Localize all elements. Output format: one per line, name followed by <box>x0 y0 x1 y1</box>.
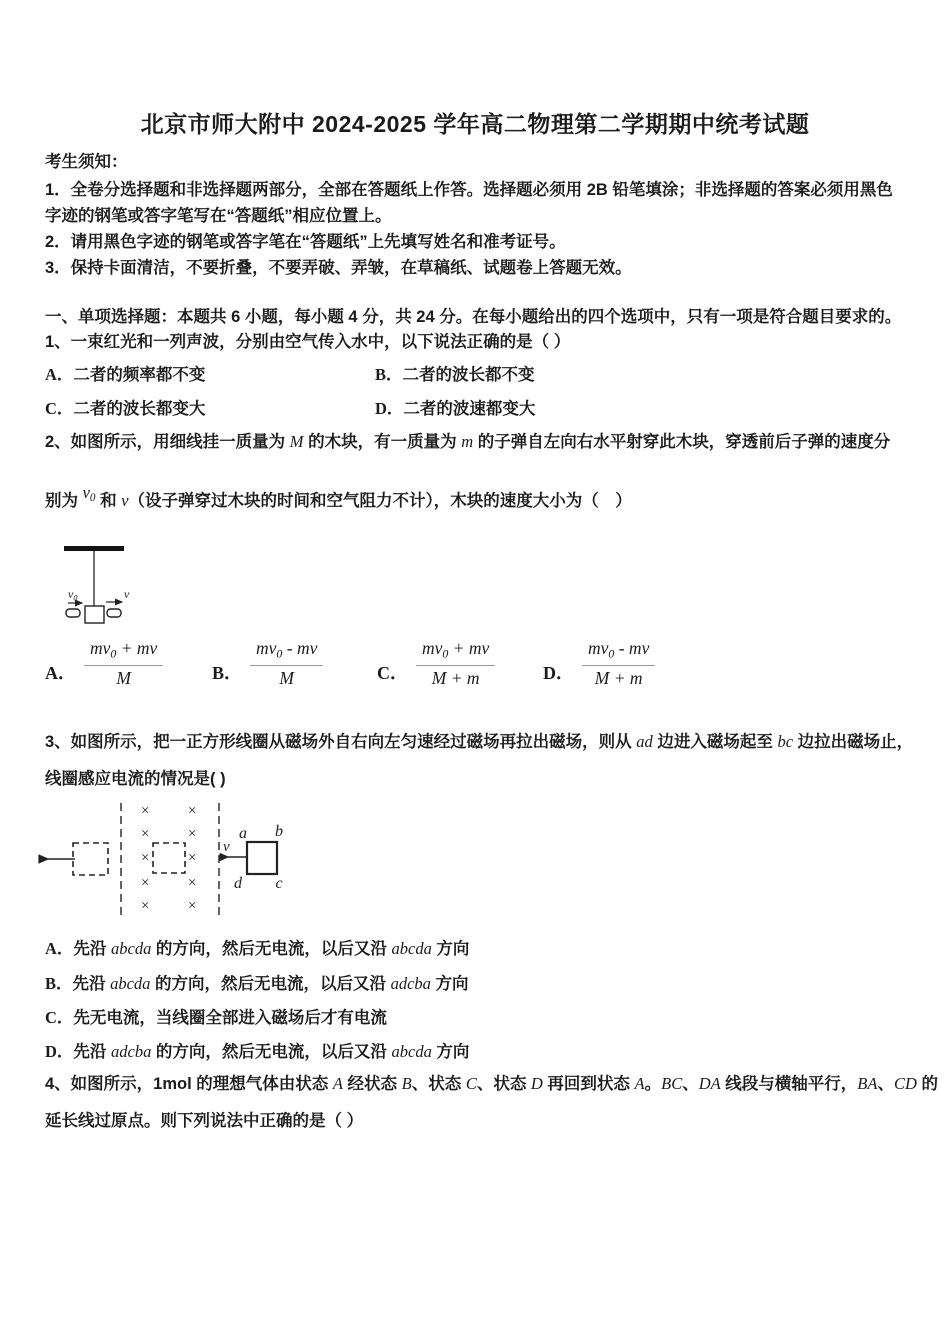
flux-cross-icon: × <box>186 875 198 891</box>
bullet-after-icon <box>107 609 121 617</box>
ceiling-bar <box>64 546 124 551</box>
notice-item-1-line-1: 1．全卷分选择题和非选择题两部分，全部在答题纸上作答。选择题必须用 2B 铅笔填涂；非选择题的答案必须用黑色 <box>45 181 893 199</box>
section-1-heading: 一、单项选择题：本题共 6 小题，每小题 4 分，共 24 分。在每小题给出的四个选项中，只有一项是符合题目要求的。 <box>45 308 902 326</box>
corner-label-d: d <box>234 875 242 892</box>
q3-stem-line-1: 3、如图所示，把一正方形线圈从磁场外自右向左匀速经过磁场再拉出磁场，则从 ad 边进入磁场起至 bc 边拉出磁场止， <box>45 732 914 751</box>
coil-square <box>247 842 277 874</box>
q3-option-b: B．先沿 abcda 的方向，然后无电流，以后又沿 adcba 方向 <box>45 974 469 993</box>
v0-label: $v_0$ <box>68 587 78 603</box>
q2-option-d-fraction: $\frac{mv_0 - mv}{M + m}$ <box>582 638 655 689</box>
q2-stem-line-2: 别为 $v^0$ 和 v（设子弹穿过木块的时间和空气阻力不计），木块的速度大小为（ ） <box>45 483 632 510</box>
q1-option-a: A．二者的频率都不变 <box>45 365 206 384</box>
q2-option-b-fraction: $\frac{mv_0 - mv}{M}$ <box>250 638 323 689</box>
notice-item-1-line-2: 字迹的钢笔或答字笔写在“答题纸”相应位置上。 <box>45 207 392 225</box>
q4-stem-line-2: 延长线过原点。则下列说法中正确的是（ ） <box>45 1112 364 1130</box>
q3-option-d: D．先沿 adcba 的方向，然后无电流，以后又沿 abcda 方向 <box>45 1042 470 1061</box>
q2-stem-line-1: 2、如图所示，用细线挂一质量为 M 的木块，有一质量为 m 的子弹自左向右水平射穿此木块，穿透前后子弹的速度分 <box>45 432 891 451</box>
bullet-before-icon <box>66 609 80 617</box>
q1-option-d: D．二者的波速都变大 <box>375 399 536 418</box>
page-title: 北京市师大附中 2024-2025 学年高二物理第二学期期中统考试题 <box>140 111 810 137</box>
q2-pendulum-bullet-figure <box>58 538 173 636</box>
notice-item-3: 3．保持卡面清洁，不要折叠，不要弄破、弄皱，在草稿纸、试题卷上答题无效。 <box>45 259 632 277</box>
q3-option-c: C．先无电流，当线圈全部进入磁场后才有电流 <box>45 1008 387 1027</box>
q2-option-b <box>212 638 323 689</box>
q2-option-d <box>543 638 655 689</box>
q2-option-c-label: C． <box>377 662 408 683</box>
flux-cross-icon: × <box>186 803 198 819</box>
q3-stem-line-2: 线圈感应电流的情况是( ) <box>45 770 226 788</box>
flux-cross-grid <box>140 803 197 914</box>
corner-label-c: c <box>275 875 283 892</box>
v-label: v <box>124 587 130 601</box>
q2-option-a-fraction: $\frac{mv_0 + mv}{M}$ <box>84 638 163 689</box>
corner-label-b: b <box>275 823 283 840</box>
flux-cross-icon: × <box>139 803 151 819</box>
flux-cross-icon: × <box>186 826 198 842</box>
q1-stem: 1、一束红光和一列声波，分别由空气传入水中，以下说法正确的是（ ） <box>45 333 571 351</box>
q2-option-a <box>45 638 163 689</box>
q4-stem-line-1: 4、如图所示，1mol 的理想气体由状态 A 经状态 B、状态 C、状态 D 再回到状态 A。BC、DA 线段与横轴平行，BA、CD 的 <box>45 1074 938 1093</box>
q3-coil-field-figure <box>40 798 350 923</box>
flux-cross-icon: × <box>139 850 151 866</box>
q1-option-b: B．二者的波长都不变 <box>375 365 535 384</box>
corner-label-a: a <box>239 825 247 842</box>
flux-cross-icon: × <box>186 850 198 866</box>
flux-cross-icon: × <box>139 875 151 891</box>
q2-option-a-label: A． <box>45 662 76 683</box>
q2-option-b-label: B． <box>212 662 243 683</box>
wood-block <box>85 606 104 623</box>
q1-option-c: C．二者的波长都变大 <box>45 399 206 418</box>
q3-option-a: A．先沿 abcda 的方向，然后无电流，以后又沿 abcda 方向 <box>45 939 470 958</box>
coil-position-out-left <box>73 843 108 875</box>
flux-cross-icon: × <box>139 898 151 914</box>
q2-option-d-label: D． <box>543 662 574 683</box>
notice-item-2: 2．请用黑色字迹的钢笔或答字笔在“答题纸”上先填写姓名和准考证号。 <box>45 233 566 251</box>
v-label: v <box>223 839 230 855</box>
coil-position-in-field <box>153 843 185 873</box>
q2-option-c-fraction: $\frac{mv_0 + mv}{M + m}$ <box>416 638 495 689</box>
flux-cross-icon: × <box>186 898 198 914</box>
q2-option-c <box>377 638 495 689</box>
flux-cross-icon: × <box>139 826 151 842</box>
notice-heading: 考生须知： <box>45 153 128 171</box>
